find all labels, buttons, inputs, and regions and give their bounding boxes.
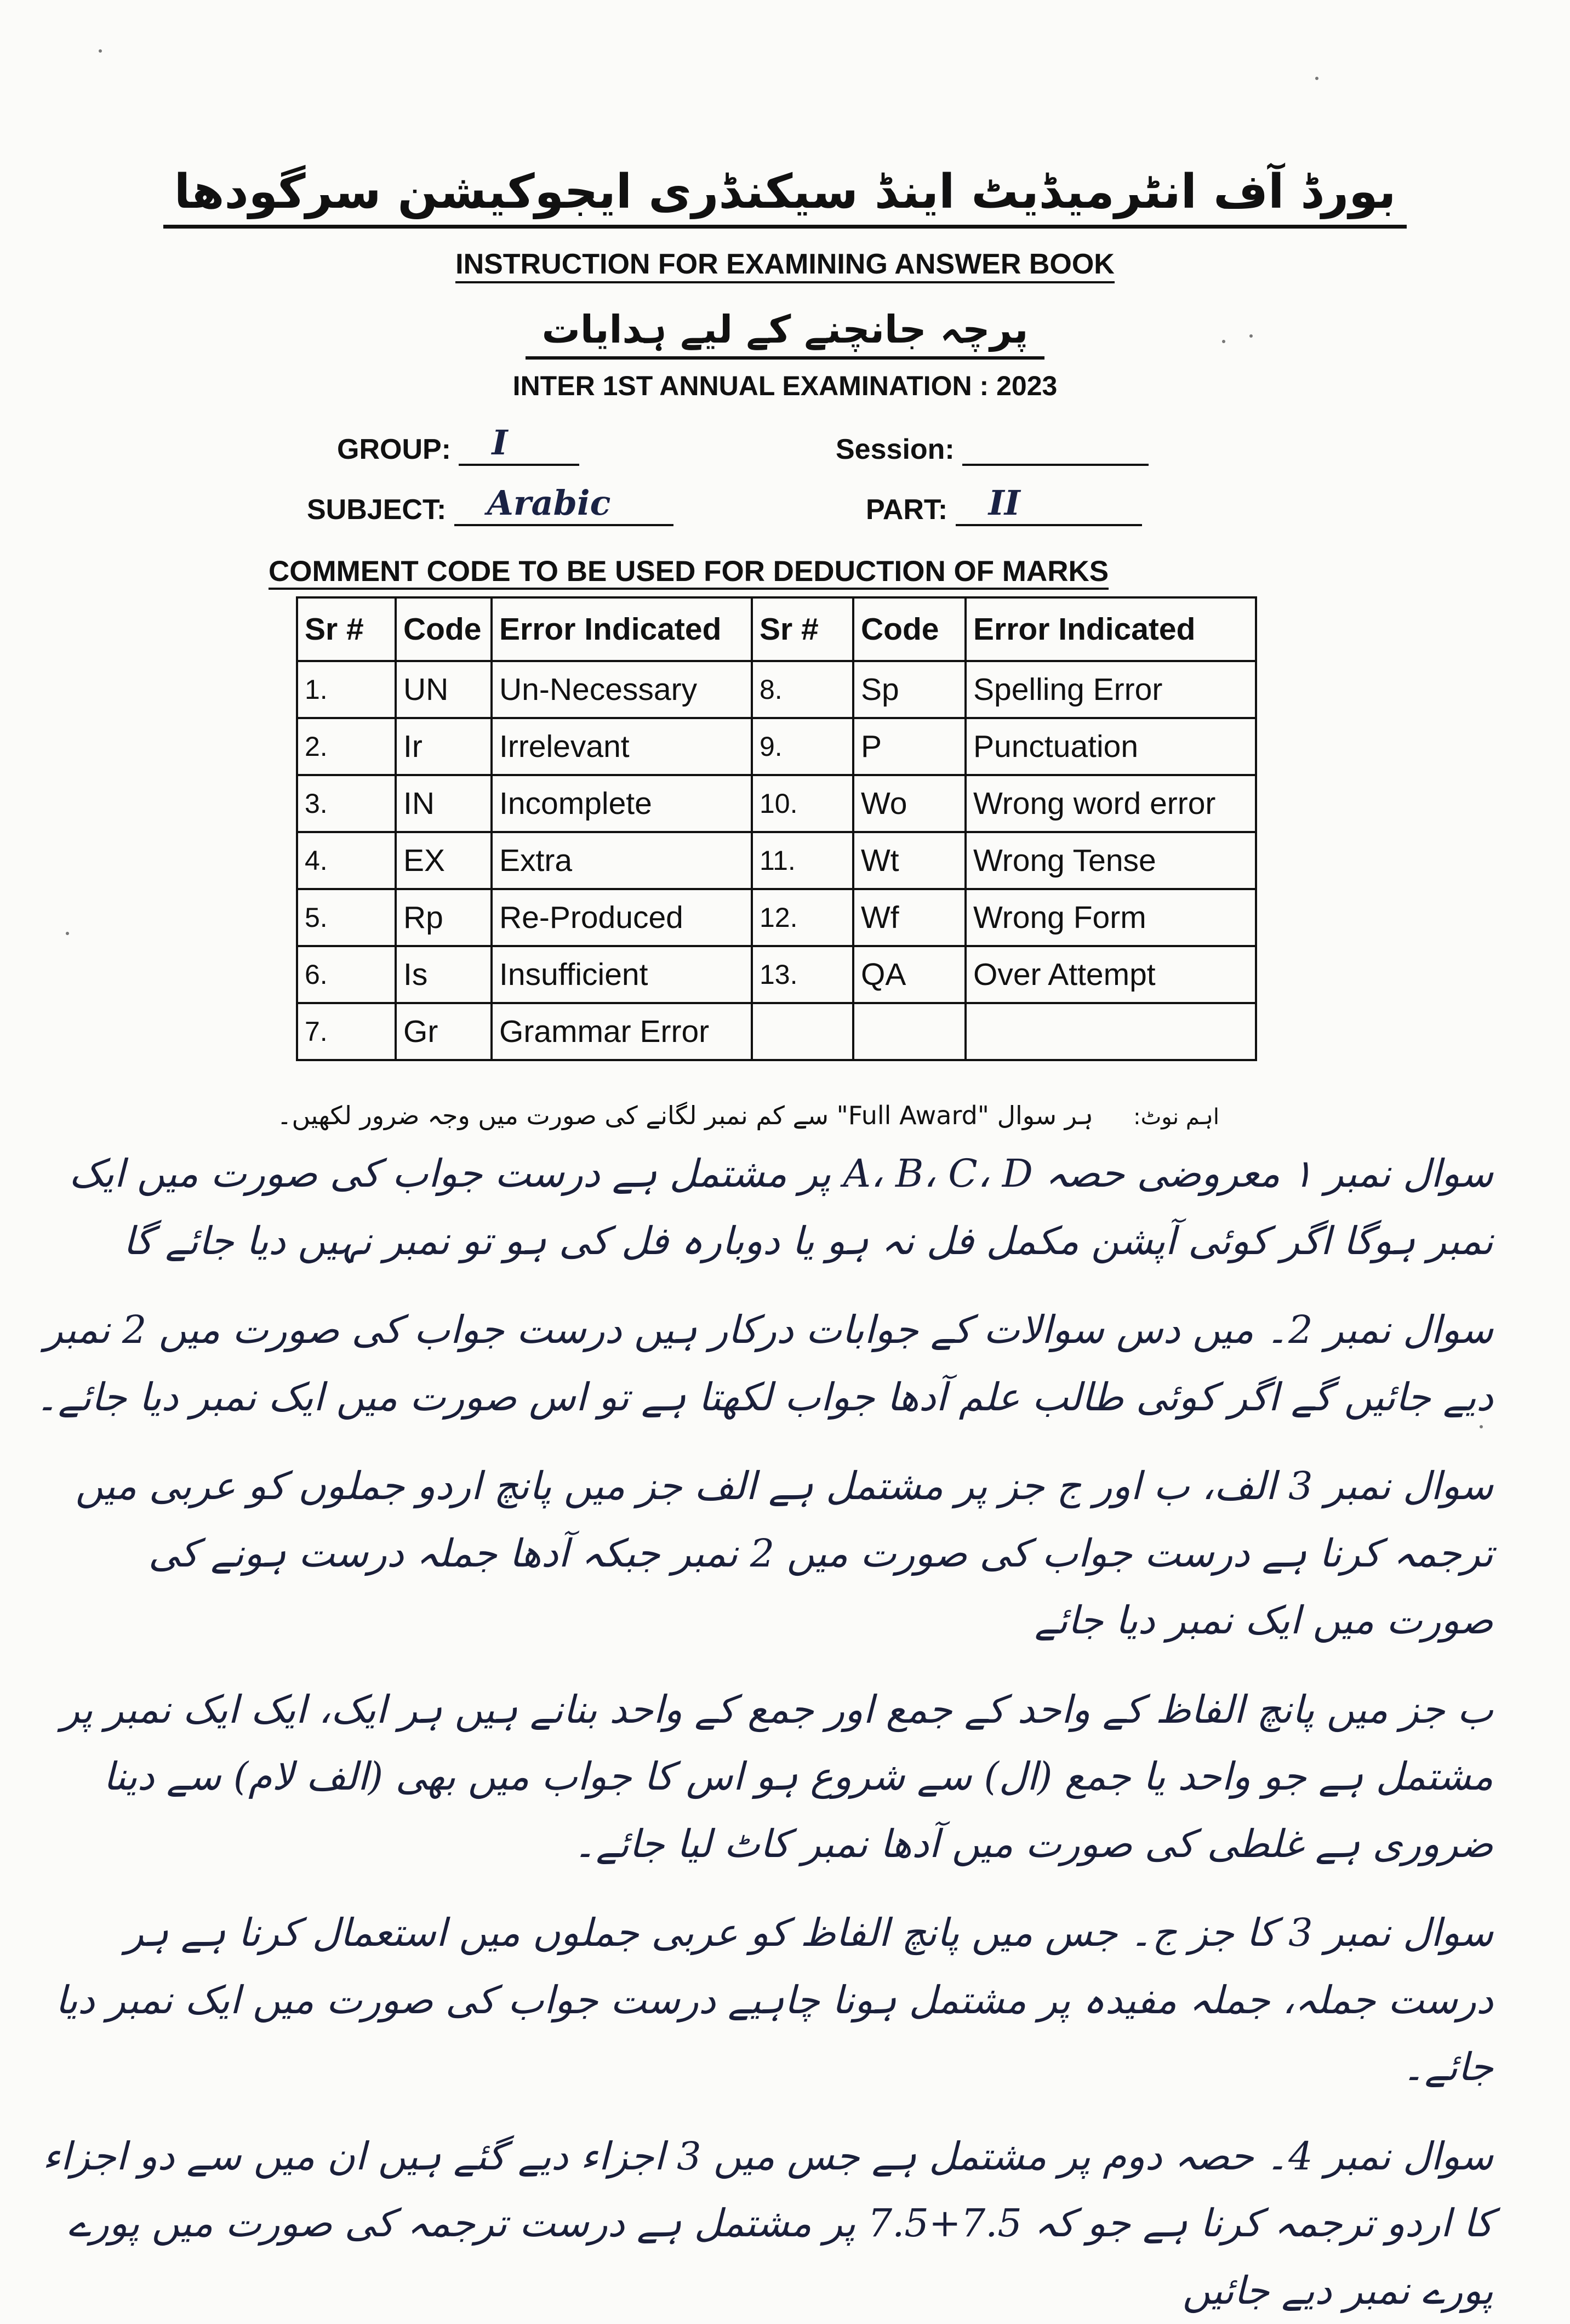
- table-cell: Wf: [853, 889, 966, 946]
- table-cell: 5.: [297, 889, 396, 946]
- table-cell: Wrong Form: [966, 889, 1256, 946]
- col-header: Sr #: [752, 597, 853, 661]
- table-cell: Rp: [396, 889, 492, 946]
- table-row: [297, 661, 1256, 718]
- table-cell: Un-Necessary: [492, 661, 752, 718]
- table-cell: Gr: [396, 1003, 492, 1060]
- table-cell: Insufficient: [492, 946, 752, 1003]
- scan-speck: [1249, 334, 1253, 338]
- table-cell: [752, 1003, 853, 1060]
- table-cell: Over Attempt: [966, 946, 1256, 1003]
- important-note: [233, 1101, 1219, 1130]
- table-cell: 9.: [752, 718, 853, 775]
- table-cell: 4.: [297, 832, 396, 889]
- table-cell: Wrong word error: [966, 775, 1256, 832]
- session-label: Session:: [836, 434, 955, 465]
- col-header: Code: [396, 597, 492, 661]
- comment-code-table: [296, 596, 1257, 1061]
- scan-speck: [1315, 77, 1318, 80]
- scan-speck: [66, 932, 69, 935]
- part-value: II: [989, 483, 1020, 523]
- table-cell: Irrelevant: [492, 718, 752, 775]
- table-cell: Punctuation: [966, 718, 1256, 775]
- table-cell: 13.: [752, 946, 853, 1003]
- table-row: [297, 946, 1256, 1003]
- session-blank: [962, 434, 1149, 466]
- exam-title: INTER 1ST ANNUAL EXAMINATION : 2023: [0, 370, 1570, 402]
- table-header-row: [297, 597, 1256, 661]
- table-cell: UN: [396, 661, 492, 718]
- note-label: اہم نوٹ:: [1133, 1104, 1219, 1130]
- group-value: I: [492, 423, 507, 463]
- table-cell: P: [853, 718, 966, 775]
- table-cell: Is: [396, 946, 492, 1003]
- handwritten-instructions: [36, 1140, 1493, 2324]
- board-title: بورڈ آف انٹرمیڈیٹ اینڈ سیکنڈری ایجوکیشن سرگودھا: [0, 164, 1570, 219]
- table-cell: Incomplete: [492, 775, 752, 832]
- table-cell: Sp: [853, 661, 966, 718]
- table-cell: Wt: [853, 832, 966, 889]
- part-label: PART:: [866, 494, 947, 526]
- handwritten-paragraph-q4: سوال نمبر 4۔ حصہ دوم پر مشتمل ہے جس میں 3 اجزاء دیے گئے ہیں ان میں سے دو اجزاء کا اردو ترجمہ کرنا ہے جو کہ 7.5+7.5 پر مشتمل ہے درست ترجمہ کی صورت میں پورے پورے نمبر دیے جائیں: [36, 2123, 1493, 2324]
- table-cell: Wo: [853, 775, 966, 832]
- table-row: [297, 1003, 1256, 1060]
- table-row: [297, 775, 1256, 832]
- group-blank: [459, 434, 579, 466]
- table-cell: IN: [396, 775, 492, 832]
- comment-code-heading: COMMENT CODE TO BE USED FOR DEDUCTION OF MARKS: [269, 555, 1109, 588]
- table-cell: [853, 1003, 966, 1060]
- handwritten-paragraph-q3a: سوال نمبر 3 الف، ب اور ج جز پر مشتمل ہے الف جز میں پانچ اردو جملوں کو عربی میں ترجمہ کرنا ہے درست جواب کی صورت میں 2 نمبر جبکہ آدھا جملہ درست ہونے کی صورت میں ایک نمبر دیا جائے: [36, 1453, 1493, 1654]
- subject-label: SUBJECT:: [307, 494, 446, 526]
- instruction-heading: INSTRUCTION FOR EXAMINING ANSWER BOOK: [0, 248, 1570, 281]
- scan-speck: [1480, 1425, 1483, 1428]
- table-cell: Re-Produced: [492, 889, 752, 946]
- group-label: GROUP:: [337, 434, 451, 465]
- table-cell: 8.: [752, 661, 853, 718]
- urdu-subtitle: پرچہ جانچنے کے لیے ہدایات: [0, 307, 1570, 352]
- table-cell: 1.: [297, 661, 396, 718]
- col-header: Sr #: [297, 597, 396, 661]
- table-cell: EX: [396, 832, 492, 889]
- table-cell: 11.: [752, 832, 853, 889]
- scan-speck: [1222, 340, 1225, 343]
- table-cell: 3.: [297, 775, 396, 832]
- handwritten-paragraph-q2: سوال نمبر 2۔ میں دس سوالات کے جوابات درکار ہیں درست جواب کی صورت میں 2 نمبر دیے جائیں گے اگر کوئی طالب علم آدھا جواب لکھتا ہے تو اس صورت میں ایک نمبر دیا جائے۔: [36, 1296, 1493, 1431]
- table-cell: Extra: [492, 832, 752, 889]
- group-field: [337, 433, 579, 466]
- subject-value: Arabic: [487, 483, 611, 523]
- table-cell: 7.: [297, 1003, 396, 1060]
- handwritten-paragraph-q3b: ب جز میں پانچ الفاظ کے واحد کے جمع اور جمع کے واحد بنانے ہیں ہر ایک، ایک ایک نمبر پر مشتمل ہے جو واحد یا جمع (ال) سے شروع ہو اس کا جواب میں بھی (الف لام) سے دینا ضروری ہے غلطی کی صورت میں آدھا نمبر کاٹ لیا جائے۔: [36, 1676, 1493, 1878]
- table-cell: Grammar Error: [492, 1003, 752, 1060]
- table-cell: Spelling Error: [966, 661, 1256, 718]
- col-header: Code: [853, 597, 966, 661]
- table-cell: QA: [853, 946, 966, 1003]
- handwritten-paragraph-q1: سوال نمبر ۱ معروضی حصہ A، B، C، D پر مشتمل ہے درست جواب کی صورت میں ایک نمبر ہوگا اگر کوئی آپشن مکمل فل نہ ہو یا دوبارہ فل کی ہو تو نمبر نہیں دیا جائے گا: [36, 1140, 1493, 1274]
- table-cell: 10.: [752, 775, 853, 832]
- table-cell: 2.: [297, 718, 396, 775]
- table-cell: [966, 1003, 1256, 1060]
- col-header: Error Indicated: [492, 597, 752, 661]
- table-cell: Ir: [396, 718, 492, 775]
- table-row: [297, 718, 1256, 775]
- part-blank: [956, 494, 1142, 526]
- subject-field: [307, 493, 673, 526]
- table-cell: Wrong Tense: [966, 832, 1256, 889]
- col-header: Error Indicated: [966, 597, 1256, 661]
- table-row: [297, 832, 1256, 889]
- table-cell: 12.: [752, 889, 853, 946]
- note-text: ہر سوال "Full Award" سے کم نمبر لگانے کی صورت میں وجہ ضرور لکھیں۔: [277, 1101, 1093, 1130]
- handwritten-paragraph-q3c: سوال نمبر 3 کا جز ج۔ جس میں پانچ الفاظ کو عربی جملوں میں استعمال کرنا ہے ہر درست جملہ، جملہ مفیدہ پر مشتمل ہونا چاہیے درست جواب کی صورت میں ایک نمبر دیا جائے۔: [36, 1899, 1493, 2101]
- session-field: [836, 433, 1149, 466]
- scan-speck: [99, 49, 102, 53]
- table-row: [297, 889, 1256, 946]
- subject-blank: [454, 494, 673, 526]
- table-cell: 6.: [297, 946, 396, 1003]
- part-field: [866, 493, 1142, 526]
